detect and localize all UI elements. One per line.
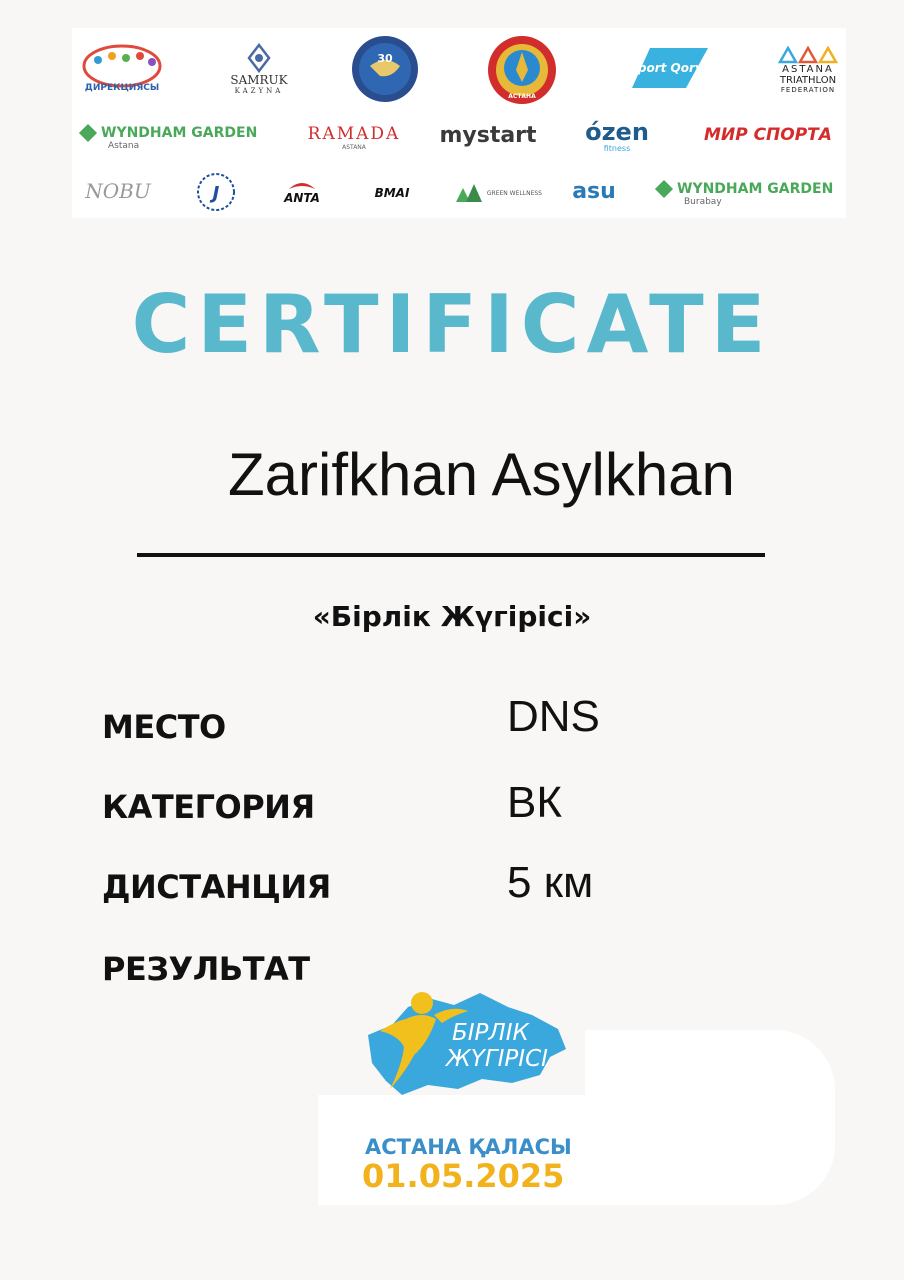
anniversary-emblem-icon [350, 34, 420, 104]
wyndham-astana-sub: Astana [108, 141, 140, 151]
wyndham-burabay-text: WYNDHAM GARDEN [677, 181, 834, 197]
ozen-text: ózen [585, 117, 649, 146]
emblem-30-text: 30 [377, 52, 393, 65]
kazyna-text: KAZYNA [234, 87, 284, 95]
samruk-emblem-icon [244, 43, 274, 73]
anta-logo [276, 174, 328, 210]
bmai-text: BMAI [374, 186, 410, 200]
emblem-30-logo [350, 34, 420, 104]
ozen-sub: fitness [603, 143, 631, 153]
triathlon-triangles-icon [776, 46, 840, 64]
joma-text: J [212, 183, 220, 204]
astana-emblem-text: АСТАНА [508, 93, 536, 100]
wyndham-leaf-icon [79, 124, 97, 142]
wyndham-burabay-sub: Burabay [684, 197, 722, 207]
event-city: АСТАНА ҚАЛАСЫ [365, 1135, 572, 1159]
samruk-text: SAMRUK [230, 73, 288, 87]
astana-triathlon-logo [772, 36, 844, 104]
event-date: 01.05.2025 [362, 1157, 565, 1195]
joma-logo [194, 170, 238, 214]
anta-text: ANTA [284, 191, 320, 205]
result-label: РЕЗУЛЬТАТ [102, 950, 310, 988]
anta-swoosh-icon [287, 179, 317, 191]
green-wellness-logo [454, 176, 542, 210]
logo-background-right [585, 1030, 835, 1205]
name-underline [137, 553, 765, 557]
runner-head-icon [411, 992, 433, 1014]
mystart-logo [436, 120, 540, 150]
certificate-title: CERTIFICATE [131, 278, 773, 371]
directorate-text: ДИРЕКЦИЯСЫ [84, 83, 160, 93]
triathlon-text: TRIATHLON [779, 75, 837, 86]
sport-qory-icon [622, 42, 712, 94]
asu-logo [566, 174, 622, 208]
sport-qory-logo [622, 42, 712, 94]
ramada-logo [304, 120, 404, 154]
runners-icon [80, 40, 164, 96]
recipient-name: Zarifkhan Asylkhan [228, 441, 735, 508]
place-value: DNS [507, 692, 600, 741]
category-value: ВК [507, 778, 562, 827]
place-label: МЕСТО [102, 708, 226, 746]
wyndham-garden-astana-logo [80, 120, 270, 156]
astana-emblem-logo [486, 34, 558, 106]
federation-text: FEDERATION [780, 86, 836, 94]
nobu-logo [80, 176, 156, 206]
green-wellness-text: GREEN WELLNESS [486, 189, 542, 197]
wyndham-leaf-icon [655, 180, 673, 198]
category-label: КАТЕГОРИЯ [102, 788, 315, 826]
trees-icon [454, 182, 484, 204]
event-name: «Бірлік Жүгірісі» [312, 600, 592, 633]
joma-icon [196, 172, 236, 212]
astana-emblem-icon [486, 34, 558, 106]
samruk-kazyna-logo [224, 38, 294, 100]
event-logo-line2: ЖҮГІРІСІ [446, 1046, 548, 1072]
mystart-text: mystart [439, 122, 537, 148]
sponsor-logos [72, 28, 846, 218]
triathlon-astana-text: ASTANA [782, 64, 834, 75]
mir-sporta-logo [694, 120, 842, 150]
ozen-logo [576, 116, 658, 156]
ramada-text: RAMADA [307, 123, 401, 144]
distance-label: ДИСТАНЦИЯ [102, 868, 331, 906]
wyndham-astana-text: WYNDHAM GARDEN [101, 125, 258, 141]
sport-qory-text: Sport Qory [629, 61, 703, 75]
ramada-sub: ASTANA [342, 143, 366, 151]
event-logo-line1: БІРЛІК [452, 1020, 529, 1046]
asu-text: asu [572, 178, 616, 204]
directorate-logo [80, 40, 164, 96]
bmai-logo [366, 178, 418, 208]
mir-sporta-text: МИР СПОРТА [704, 125, 832, 145]
distance-value: 5 км [507, 858, 594, 907]
wyndham-garden-burabay-logo [656, 176, 846, 212]
nobu-text: NOBU [85, 179, 151, 203]
